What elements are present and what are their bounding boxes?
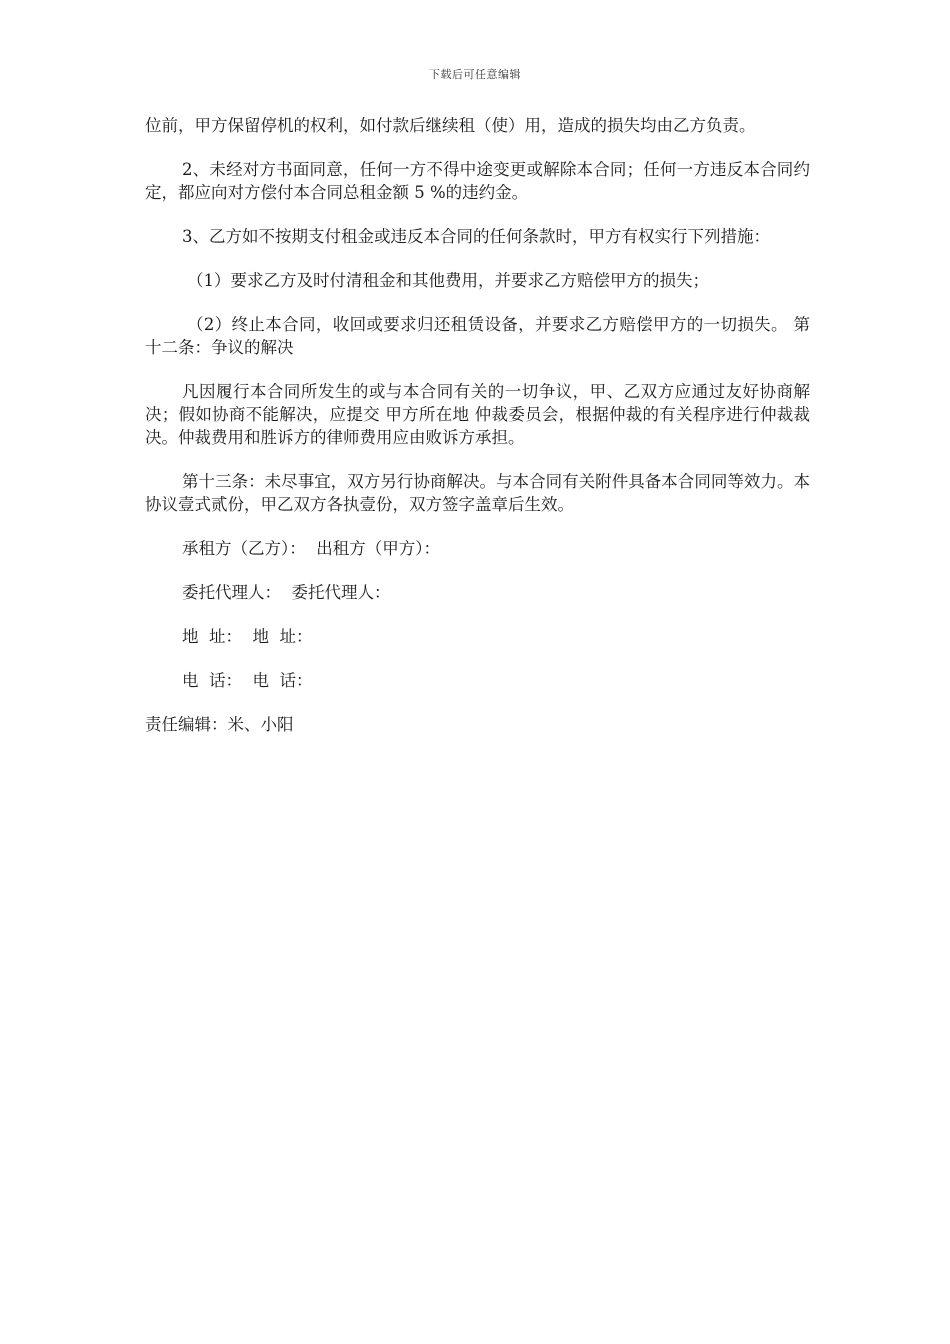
header-note: 下载后可任意编辑 (429, 68, 521, 81)
paragraph-measure-2: （2）终止本合同，收回或要求归还租赁设备，并要求乙方赔偿甲方的一切损失。 第十二条：争议的解决 (145, 315, 810, 357)
signature-parties: 承租方（乙方）： 出租方（甲方）： (182, 539, 440, 558)
paragraph-clause-2: 2、未经对方书面同意，任何一方不得中途变更或解除本合同；任何一方违反本合同约定，都应向对方偿付本合同总租金额 5 %的违约金。 (145, 160, 810, 202)
paragraph-measure-1: （1）要求乙方及时付清租金和其他费用，并要求乙方赔偿甲方的损失； (187, 271, 709, 290)
signature-agents: 委托代理人： 委托代理人： (182, 583, 391, 602)
paragraph-article-13: 第十三条：未尽事宜，双方另行协商解决。与本合同有关附件具备本合同同等效力。本协议壹式贰份，甲乙双方各执壹份，双方签字盖章后生效。 (145, 472, 810, 514)
paragraph-clause-3: 3、乙方如不按期支付租金或违反本合同的任何条款时，甲方有权实行下列措施： (182, 227, 770, 246)
signature-phone: 电 话： 电 话： (182, 671, 313, 690)
paragraph-dispute-resolution: 凡因履行本合同所发生的或与本合同有关的一切争议，甲、乙双方应通过友好协商解决；假如协商不能解决，应提交 甲方所在地 仲裁委员会，根据仲裁的有关程序进行仲裁裁决。仲裁费用和胜诉方的律师费用应由败诉方承担。 (145, 382, 810, 447)
signature-address: 地 址： 地 址： (182, 627, 313, 646)
paragraph-continuation: 位前，甲方保留停机的权利，如付款后继续租（使）用，造成的损失均由乙方负责。 (145, 116, 756, 135)
editor-credit: 责任编辑：米、小阳 (145, 715, 294, 734)
document-body (145, 114, 810, 736)
